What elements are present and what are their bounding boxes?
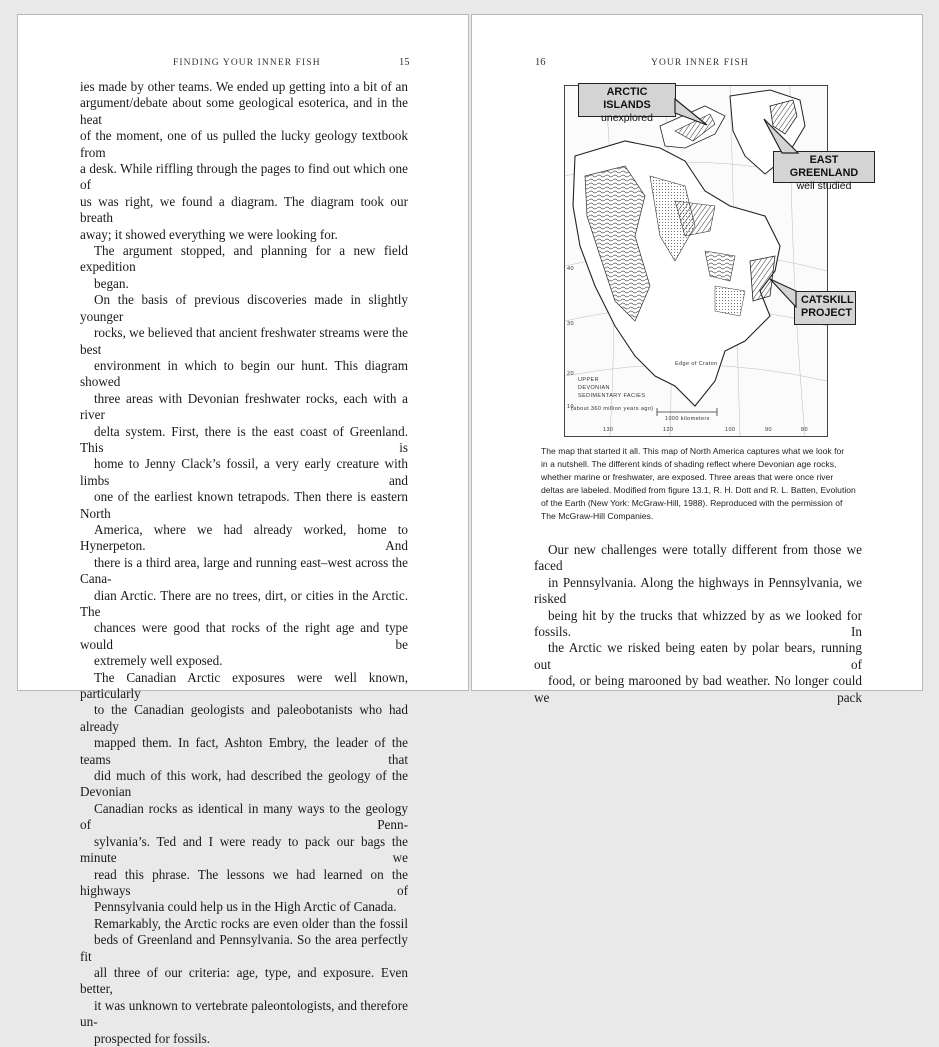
- text-line: sylvania’s. Ted and I were ready to pack our bags the minute we: [80, 833, 408, 866]
- text-line: of the moment, one of us pulled the lucky geology textbook from: [80, 128, 408, 160]
- text-line: three areas with Devonian freshwater rocks, each with a river: [80, 390, 408, 423]
- text-line: chances were good that rocks of the right age and type would be: [80, 620, 408, 652]
- text-line: Our new challenges were totally different from those we faced: [534, 542, 862, 574]
- lat-label: 20: [567, 371, 574, 377]
- page-number-left: 15: [399, 57, 410, 68]
- lat-label: 10: [567, 404, 574, 410]
- arctic-callout-pointer: [672, 95, 712, 135]
- catskill-callout: CATSKILL PROJECT: [794, 291, 856, 325]
- running-head-right: YOUR INNER FISH: [651, 58, 749, 68]
- text-line: did much of this work, had described the geology of the Devonian: [80, 768, 408, 800]
- text-line: prospected for fossils.: [94, 1030, 211, 1046]
- text-line: in Pennsylvania. Along the highways in Pennsylvania, we risked: [534, 574, 862, 607]
- lon-label: 80: [801, 427, 808, 433]
- text-line: read this phrase. The lessons we had learned on the highways of: [80, 866, 408, 898]
- legend-text: UPPER DEVONIAN SEDIMENTARY FACIES: [578, 377, 646, 399]
- lat-label: 40: [567, 266, 574, 272]
- left-body-text: [80, 79, 408, 1047]
- catskill-callout-pointer: [768, 277, 798, 313]
- text-line: home to Jenny Clack’s fossil, a very early creature with limbs and: [80, 456, 408, 488]
- figure-caption: The map that started it all. This map of North America captures what we look for in a nutshell. The different kinds of shading reflect where Devonian age rocks, whether marine or freshwater, are exposed. Three areas that were once river deltas are labeled. Modified from figure 13.1, R. H. Dott and R. L. Batten, Evolution of the Earth (New York: McGraw-Hill, 1988). Reproduced with the permission of The McGraw-Hill Companies.: [541, 446, 856, 521]
- left-page: [17, 14, 469, 1046]
- text-line: us was right, we found a diagram. The diagram took our breath: [80, 193, 408, 226]
- text-line: food, or being marooned by bad weather. No longer could we pack: [534, 673, 862, 705]
- right-body-text: [534, 542, 862, 706]
- lon-label: 120: [663, 427, 674, 433]
- text-line: a desk. While riffling through the pages to find out which one of: [80, 161, 408, 193]
- text-line: all three of our criteria: age, type, and exposure. Even better,: [80, 964, 408, 997]
- paragraph: [534, 542, 862, 706]
- text-line: ies made by other teams. We ended up getting into a bit of an: [80, 79, 408, 94]
- lon-label: 130: [603, 427, 614, 433]
- text-line: rocks, we believed that ancient freshwater streams were the best: [80, 325, 408, 357]
- text-line: On the basis of previous discoveries made in slightly younger: [80, 292, 408, 324]
- text-line: the Arctic we risked being eaten by polar bears, running out of: [534, 640, 862, 672]
- text-line: it was unknown to vertebrate paleontologists, and therefore un-: [80, 997, 408, 1030]
- east-greenland-callout: EAST GREENLAND well studied: [773, 151, 875, 183]
- paragraph: [80, 670, 408, 916]
- text-line: extremely well exposed.: [94, 653, 223, 669]
- text-line: The Canadian Arctic exposures were well known, particularly: [80, 669, 408, 702]
- text-line: being hit by the trucks that whizzed by as we looked for fossils. In: [534, 607, 862, 640]
- arctic-islands-callout: ARCTIC ISLANDS unexplored: [578, 83, 676, 117]
- text-line: delta system. First, there is the east coast of Greenland. This is: [80, 423, 408, 455]
- text-line: dian Arctic. There are no trees, dirt, or cities in the Arctic. The: [80, 587, 408, 619]
- text-line: began.: [94, 275, 129, 291]
- scale-label: 1000 kilometers: [665, 416, 710, 422]
- text-line: Remarkably, the Arctic rocks are even older than the fossil: [94, 915, 408, 931]
- paragraph: [80, 243, 408, 292]
- text-line: Pennsylvania could help us in the High Arctic of Canada.: [94, 899, 397, 915]
- paragraph: [80, 916, 408, 1047]
- lon-label: 90: [765, 427, 772, 433]
- lon-label: 100: [725, 427, 736, 433]
- text-line: environment in which to begin our hunt. This diagram showed: [80, 357, 408, 390]
- text-line: Canadian rocks as identical in many ways to the geology of Penn-: [80, 800, 408, 833]
- text-line: away; it showed everything we were looking for.: [80, 226, 338, 242]
- text-line: America, where we had already worked, home to Hynerpeton. And: [80, 521, 408, 554]
- lat-label: 30: [567, 321, 574, 327]
- text-line: beds of Greenland and Pennsylvania. So the area perfectly fit: [80, 932, 408, 964]
- page-number-right: 16: [535, 57, 546, 68]
- greenland-callout-pointer: [762, 115, 807, 157]
- text-line: one of the earliest known tetrapods. Then there is eastern North: [80, 489, 408, 521]
- right-page: [471, 14, 923, 705]
- paragraph: [80, 292, 408, 669]
- text-line: mapped them. In fact, Ashton Embry, the leader of the teams that: [80, 735, 408, 767]
- text-line: to the Canadian geologists and paleobotanists who had already: [80, 702, 408, 734]
- legend-age: (about 360 million years ago): [571, 406, 654, 412]
- edge-of-craton-label: Edge of Craton: [675, 361, 718, 367]
- paragraph: [80, 79, 408, 243]
- appalachian-shaded-area: [715, 286, 745, 316]
- text-line: argument/debate about some geological esoterica, and in the heat: [80, 95, 408, 127]
- text-line: there is a third area, large and running east–west across the Cana-: [80, 554, 408, 587]
- running-head-left: FINDING YOUR INNER FISH: [173, 58, 321, 68]
- text-line: The argument stopped, and planning for a new field expedition: [80, 243, 408, 275]
